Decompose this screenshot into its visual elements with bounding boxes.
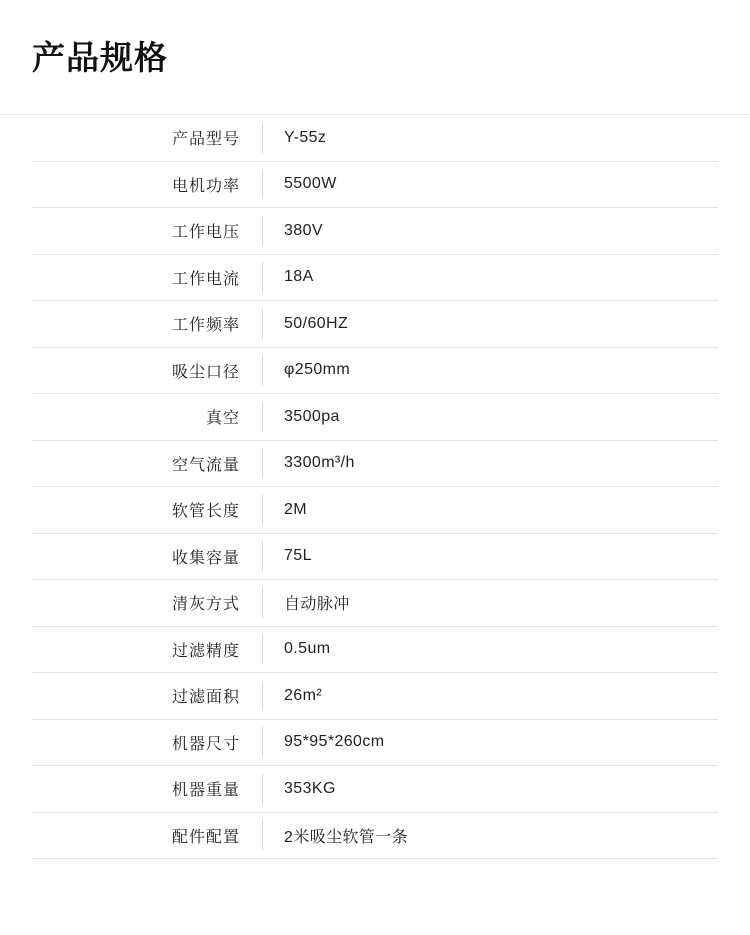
table-row [32, 208, 718, 255]
row-separator [240, 254, 284, 301]
spec-value: 2M [284, 487, 718, 534]
spec-label: 机器尺寸 [32, 719, 240, 766]
spec-label: 收集容量 [32, 533, 240, 580]
spec-label: 过滤面积 [32, 673, 240, 720]
spec-value: 5500W [284, 161, 718, 208]
spec-label: 软管长度 [32, 487, 240, 534]
row-separator [240, 626, 284, 673]
spec-label: 过滤精度 [32, 626, 240, 673]
spec-label: 产品型号 [32, 115, 240, 162]
spec-value: 3300m³/h [284, 440, 718, 487]
row-separator [240, 533, 284, 580]
table-row [32, 673, 718, 720]
spec-label: 真空 [32, 394, 240, 441]
spec-label: 清灰方式 [32, 580, 240, 627]
spec-value: 75L [284, 533, 718, 580]
table-row [32, 719, 718, 766]
table-row [32, 301, 718, 348]
table-row [32, 161, 718, 208]
spec-value: 18A [284, 254, 718, 301]
specifications-table [32, 115, 718, 860]
row-separator [240, 161, 284, 208]
table-row [32, 487, 718, 534]
spec-value: 2米吸尘软管一条 [284, 812, 718, 859]
spec-value: 353KG [284, 766, 718, 813]
spec-label: 工作电流 [32, 254, 240, 301]
spec-value: 50/60HZ [284, 301, 718, 348]
table-row [32, 440, 718, 487]
row-separator [240, 347, 284, 394]
table-row [32, 626, 718, 673]
table-row [32, 254, 718, 301]
row-separator [240, 394, 284, 441]
spec-value: Y-55z [284, 115, 718, 162]
row-separator [240, 580, 284, 627]
table-row [32, 347, 718, 394]
spec-label: 机器重量 [32, 766, 240, 813]
row-separator [240, 673, 284, 720]
table-row [32, 115, 718, 162]
table-row [32, 812, 718, 859]
spec-label: 工作频率 [32, 301, 240, 348]
row-separator [240, 719, 284, 766]
spec-label: 配件配置 [32, 812, 240, 859]
spec-value: 26m² [284, 673, 718, 720]
table-row [32, 580, 718, 627]
page-title: 产品规格 [32, 39, 168, 76]
table-row [32, 766, 718, 813]
row-separator [240, 301, 284, 348]
spec-value: 0.5um [284, 626, 718, 673]
spec-label: 空气流量 [32, 440, 240, 487]
spec-value: 自动脉冲 [284, 580, 718, 627]
row-separator [240, 487, 284, 534]
page-header [0, 0, 750, 78]
spec-value: 3500pa [284, 394, 718, 441]
table-row [32, 533, 718, 580]
row-separator [240, 766, 284, 813]
spec-label: 电机功率 [32, 161, 240, 208]
spec-value: 95*95*260cm [284, 719, 718, 766]
table-row [32, 394, 718, 441]
specifications-table-body [32, 115, 718, 859]
row-separator [240, 115, 284, 162]
spec-value: φ250mm [284, 347, 718, 394]
row-separator [240, 812, 284, 859]
spec-label: 吸尘口径 [32, 347, 240, 394]
row-separator [240, 440, 284, 487]
row-separator [240, 208, 284, 255]
spec-value: 380V [284, 208, 718, 255]
spec-label: 工作电压 [32, 208, 240, 255]
